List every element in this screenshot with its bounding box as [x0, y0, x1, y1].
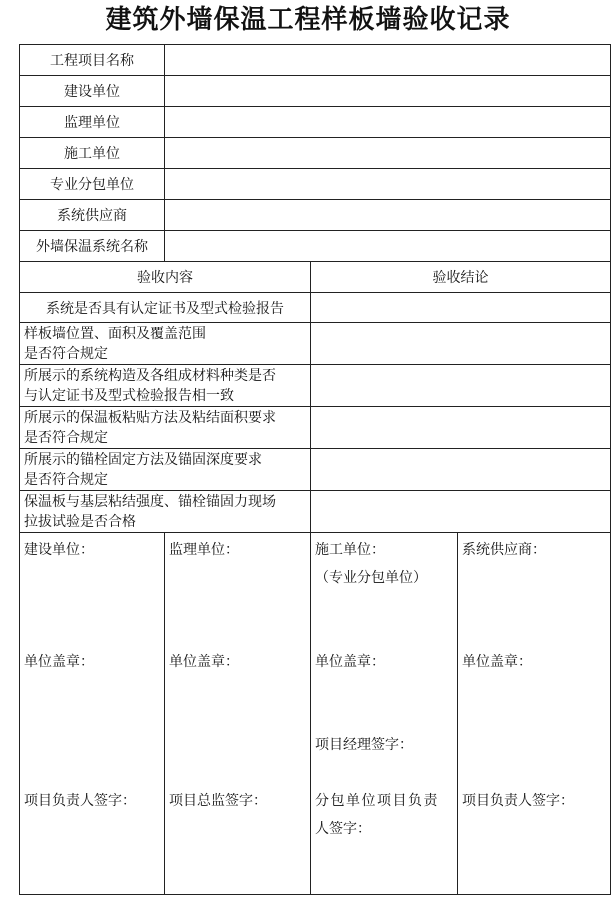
check-result-field[interactable]: [311, 449, 611, 491]
sign-label: 项目总监签字：: [169, 793, 267, 809]
check-result-field[interactable]: [311, 365, 611, 407]
signature-block-builder[interactable]: [20, 533, 165, 895]
check-item-text: [20, 449, 311, 491]
check-item-line: 所展示的锚栓固定方法及锚固深度要求: [24, 451, 262, 468]
check-result-field[interactable]: [311, 293, 611, 323]
info-row: [20, 200, 611, 231]
check-item-line: 样板墙位置、面积及覆盖范围: [24, 325, 206, 342]
check-result-field[interactable]: [311, 323, 611, 365]
check-item-line: 是否符合规定: [24, 345, 108, 362]
check-item-row: [20, 491, 611, 533]
sign-label: 项目负责人签字：: [24, 793, 136, 809]
seal-label: 单位盖章：: [24, 654, 94, 670]
check-item-line: 是否符合规定: [24, 429, 108, 446]
check-item-text: [20, 323, 311, 365]
unit-label: 系统供应商：: [462, 542, 546, 558]
acceptance-record-table: [19, 44, 611, 895]
check-item-line: 拉拔试验是否合格: [24, 513, 136, 530]
info-label: 施工单位: [20, 138, 165, 169]
document-title: 建筑外墙保温工程样板墙验收记录: [105, 5, 511, 35]
info-row: [20, 45, 611, 76]
signature-block-supplier[interactable]: [458, 533, 611, 895]
section-header-row: [20, 262, 611, 293]
unit-label: 监理单位：: [169, 542, 239, 558]
seal-label: 单位盖章：: [462, 654, 532, 670]
sign-label: 项目负责人签字：: [462, 793, 574, 809]
seal-label: 单位盖章：: [169, 654, 239, 670]
info-value-field[interactable]: [165, 231, 611, 262]
check-item-text: 系统是否具有认定证书及型式检验报告: [20, 293, 311, 323]
info-value-field[interactable]: [165, 76, 611, 107]
conclusion-header: 验收结论: [311, 262, 611, 293]
info-label: 建设单位: [20, 76, 165, 107]
signature-block-contractor[interactable]: [311, 533, 458, 895]
info-label: 外墙保温系统名称: [20, 231, 165, 262]
info-row: [20, 169, 611, 200]
check-item-line: 所展示的保温板粘贴方法及粘结面积要求: [24, 409, 276, 426]
info-row: [20, 76, 611, 107]
info-label: 专业分包单位: [20, 169, 165, 200]
info-row: [20, 107, 611, 138]
signature-row: [20, 533, 611, 895]
content-header: 验收内容: [20, 262, 311, 293]
manager-sign-label: 项目经理签字：: [315, 737, 413, 753]
info-row: [20, 231, 611, 262]
check-item-line: 所展示的系统构造及各组成材料种类是否: [24, 367, 276, 384]
sign-label: 分包单位项目负责: [315, 793, 439, 809]
unit-label: 施工单位：: [315, 542, 385, 558]
check-item-text: [20, 491, 311, 533]
sign-label-cont: 人签字：: [315, 821, 371, 837]
info-value-field[interactable]: [165, 200, 611, 231]
check-item-row: [20, 323, 611, 365]
check-item-row: [20, 293, 611, 323]
info-label: 工程项目名称: [20, 45, 165, 76]
check-item-text: [20, 365, 311, 407]
seal-label: 单位盖章：: [315, 654, 385, 670]
info-label: 系统供应商: [20, 200, 165, 231]
info-value-field[interactable]: [165, 107, 611, 138]
signature-block-supervisor[interactable]: [165, 533, 311, 895]
info-label: 监理单位: [20, 107, 165, 138]
check-item-row: [20, 365, 611, 407]
check-item-line: 与认定证书及型式检验报告相一致: [24, 387, 234, 404]
info-value-field[interactable]: [165, 45, 611, 76]
check-item-row: [20, 407, 611, 449]
info-value-field[interactable]: [165, 138, 611, 169]
check-item-line: 保温板与基层粘结强度、锚栓锚固力现场: [24, 493, 276, 510]
unit-label: 建设单位：: [24, 542, 94, 558]
check-item-text: [20, 407, 311, 449]
info-row: [20, 138, 611, 169]
check-item-row: [20, 449, 611, 491]
check-result-field[interactable]: [311, 407, 611, 449]
check-result-field[interactable]: [311, 491, 611, 533]
unit-sub-label: （专业分包单位）: [315, 570, 427, 586]
info-value-field[interactable]: [165, 169, 611, 200]
check-item-line: 是否符合规定: [24, 471, 108, 488]
